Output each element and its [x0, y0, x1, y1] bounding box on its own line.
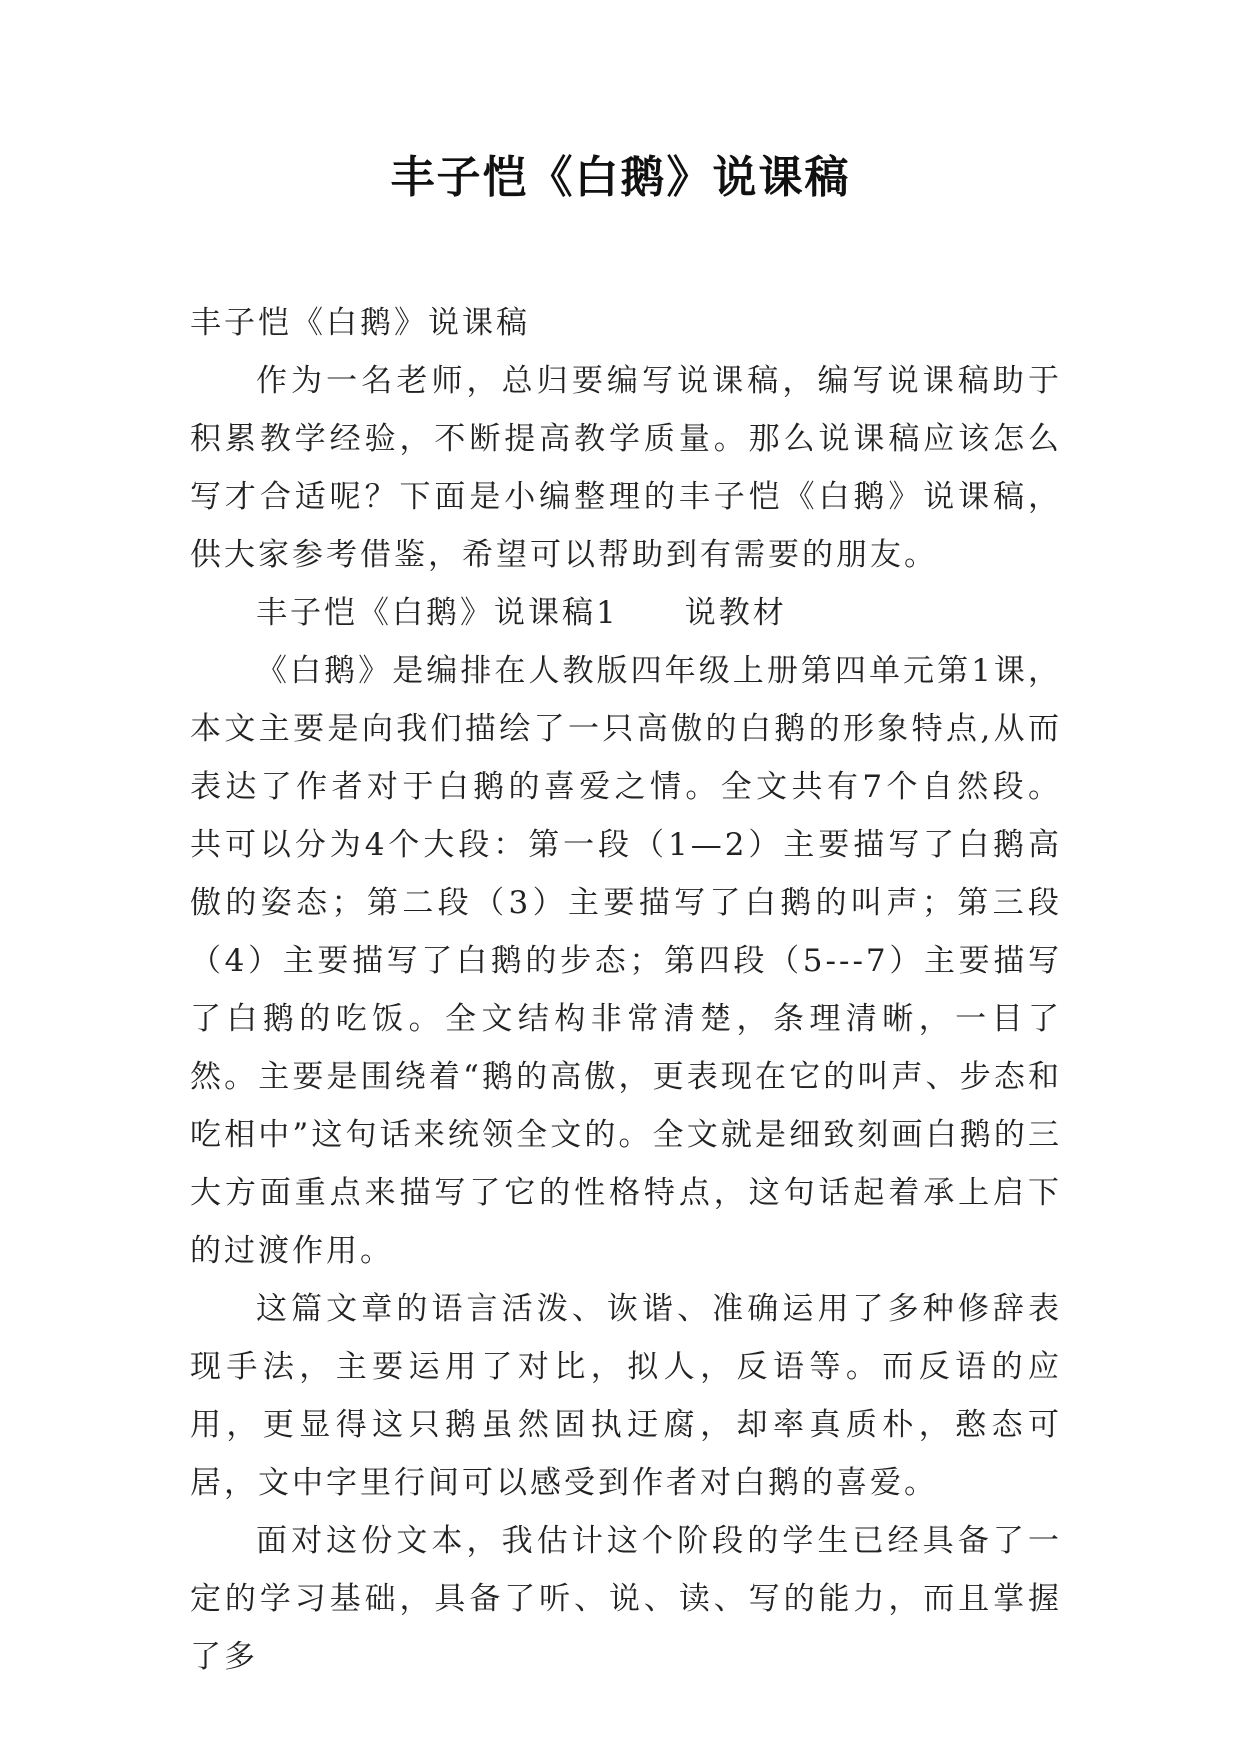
intro-paragraph: 作为一名老师，总归要编写说课稿，编写说课稿助于积累教学经验，不断提高教学质量。那么说课稿应该怎么写才合适呢？下面是小编整理的丰子恺《白鹅》说课稿，供大家参考借鉴，希望可以帮助到有需要的朋友。: [190, 363, 1062, 573]
body-paragraph-3: 面对这份文本，我估计这个阶段的学生已经具备了一定的学习基础，具备了听、说、读、写的能力，而且掌握了多: [190, 1523, 1062, 1675]
section-heading: 丰子恺《白鹅》说课稿1: [256, 595, 619, 631]
document-title: 丰子恺《白鹅》说课稿: [390, 152, 851, 203]
document-body: [190, 294, 1062, 1686]
section-subheading: 说教材: [684, 595, 787, 631]
section-heading-line: [190, 584, 1062, 642]
document-subtitle: 丰子恺《白鹅》说课稿: [190, 305, 530, 341]
body-paragraph-2: 这篇文章的语言活泼、诙谐、准确运用了多种修辞表现手法，主要运用了对比，拟人，反语等。而反语的应用，更显得这只鹅虽然固执迂腐，却率真质朴，憨态可居，文中字里行间可以感受到作者对白鹅的喜爱。: [190, 1291, 1062, 1501]
body-paragraph-1: 《白鹅》是编排在人教版四年级上册第四单元第1课，本文主要是向我们描绘了一只高傲的白鹅的形象特点,从而表达了作者对于白鹅的喜爱之情。全文共有7个自然段。共可以分为4个大段：第一段（1—2）主要描写了白鹅高傲的姿态；第二段（3）主要描写了白鹅的叫声；第三段（4）主要描写了白鹅的步态；第四段（5---7）主要描写了白鹅的吃饭。全文结构非常清楚，条理清晰，一目了然。主要是围绕着“鹅的高傲，更表现在它的叫声、步态和吃相中”这句话来统领全文的。全文就是细致刻画白鹅的三大方面重点来描写了它的性格特点，这句话起着承上启下的过渡作用。: [190, 653, 1062, 1269]
